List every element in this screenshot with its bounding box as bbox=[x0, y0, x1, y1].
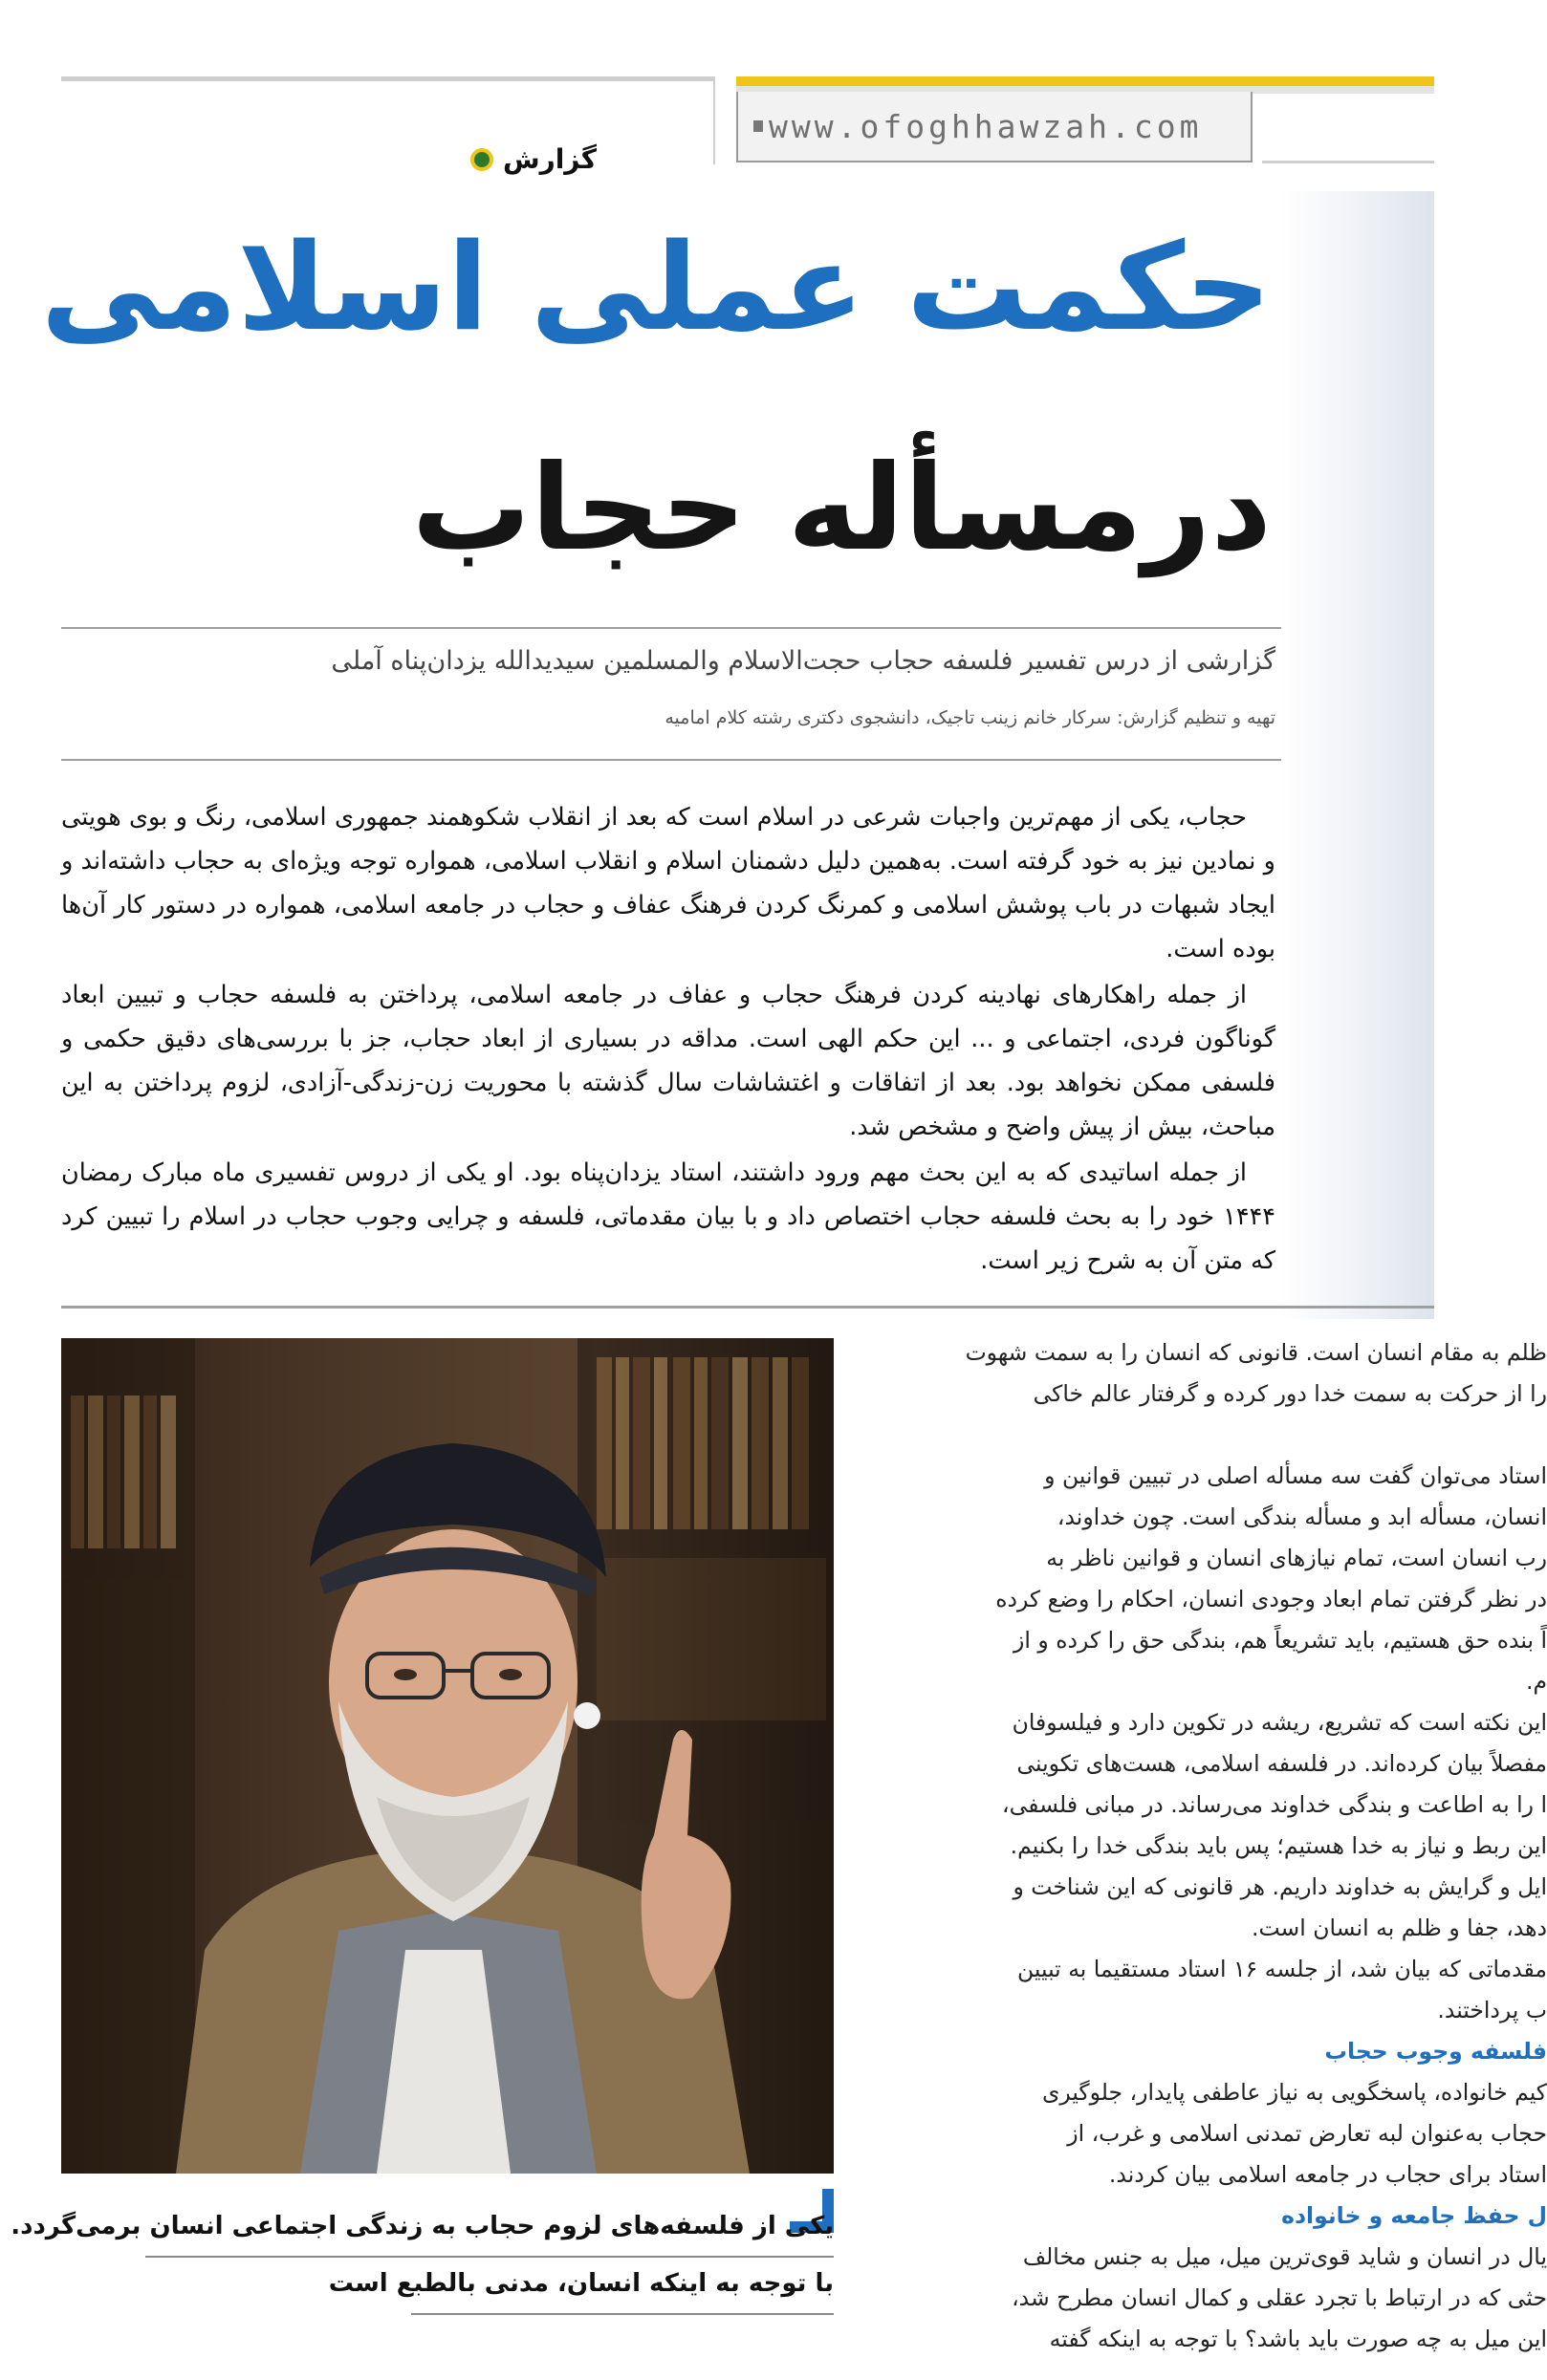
subtitle: گزارشی از درس تفسیر فلسفه حجاب حجت‌الاسلام والمسلمین سیدیدالله یزدان‌پناه آملی bbox=[331, 646, 1275, 676]
column-line: م. bbox=[1525, 1668, 1547, 1695]
column-line: دهد، جفا و ظلم به انسان است. bbox=[1252, 1915, 1547, 1941]
column-line: مفصلاً بیان کرده‌اند. در فلسفه اسلامی، هست‌های تکوینی bbox=[1016, 1750, 1547, 1777]
speaker-portrait-photo bbox=[61, 1338, 834, 2174]
url-bullet-icon bbox=[753, 120, 763, 132]
headline-line2: درمسأله حجاب bbox=[411, 440, 1272, 577]
subtitle-top-rule bbox=[61, 627, 1281, 629]
header-thin-rule bbox=[1262, 161, 1434, 163]
column-line bbox=[878, 1415, 1547, 1456]
column-line: ب پرداختند. bbox=[1437, 1997, 1547, 2023]
column-line: حثی که در ارتباط با تجرد عقلی و کمال انسان مطرح شد، bbox=[1012, 2284, 1547, 2311]
column-line: این میل به چه صورت باید باشد؟ با توجه به اینکه گفته bbox=[1049, 2326, 1547, 2352]
intro-text bbox=[61, 795, 1275, 1285]
column-line: یال در انسان و شاید قوی‌ترین میل، میل به جنس مخالف bbox=[1022, 2243, 1547, 2270]
section-label bbox=[470, 143, 597, 175]
report-credit: تهیه و تنظیم گزارش: سرکار خانم زینب تاجیک، دانشجوی دکتری رشته کلام امامیه bbox=[665, 707, 1275, 728]
photo-caption-line1: یکی از فلسفه‌های لزوم حجاب به زندگی اجتماعی انسان برمی‌گردد. bbox=[11, 2212, 834, 2240]
column-line: استاد می‌توان گفت سه مسأله اصلی در تبیین قوانین و bbox=[1044, 1462, 1547, 1489]
website-url: www.ofoghhawzah.com bbox=[769, 107, 1203, 145]
column-line: را از حرکت به سمت خدا دور کرده و گرفتار عالم خاکی bbox=[1033, 1380, 1547, 1407]
column-line: ظلم به مقام انسان است. قانونی که انسان را به سمت شهوت bbox=[965, 1339, 1547, 1366]
intro-bottom-rule bbox=[61, 1306, 1434, 1309]
column-line: مقدماتی که بیان شد، از جلسه ۱۶ استاد مستقیما به تبیین bbox=[1017, 1956, 1547, 1982]
header-left-rule bbox=[61, 76, 715, 81]
section-label-text: گزارش bbox=[502, 143, 597, 175]
column-line: استاد برای حجاب در جامعه اسلامی بیان کردند. bbox=[1108, 2161, 1547, 2188]
column-line: رب انسان است، تمام نیازهای انسان و قوانین ناظر به bbox=[1046, 1545, 1547, 1571]
column-line: انسان، مسأله ابد و مسأله بندگی است. چون خداوند، bbox=[1057, 1504, 1547, 1530]
header-accent-bar bbox=[736, 76, 1434, 86]
intro-paragraph: حجاب، یکی از مهم‌ترین واجبات شرعی در اسلام است که بعد از انقلاب شکوهمند جمهوری اسلامی، رنگ و بوی هویتی و نمادین نیز به خود گرفته است. به‌همین دلیل دشمنان اسلام و انقلاب اسلامی، همواره توجه ویژه‌ای به حجاب داشته‌اند و ایجاد شبهات در باب پوشش اسلامی و کمرنگ کردن فرهنگ عفاف و حجاب در جامعه اسلامی، همواره در دستور کار آن‌ها بوده است. bbox=[61, 803, 1275, 963]
column-line: حجاب به‌عنوان لبه تعارض تمدنی اسلامی و غرب، از bbox=[1067, 2120, 1547, 2147]
column-line: کیم خانواده، پاسخگویی به نیاز عاطفی پایدار، جلوگیری bbox=[1041, 2079, 1547, 2106]
background-photo-edge bbox=[1281, 191, 1434, 1319]
column-subheading: فلسفه وجوب حجاب bbox=[1324, 2038, 1547, 2065]
right-text-column bbox=[878, 1332, 1547, 2360]
column-line: این نکته است که تشریع، ریشه در تکوین دارد و فیلسوفان bbox=[1012, 1709, 1547, 1736]
headline-line1: حکمت عملی اسلامی bbox=[40, 217, 1272, 357]
caption-rule bbox=[411, 2313, 834, 2315]
caption-rule bbox=[145, 2256, 834, 2258]
column-line: این ربط و نیاز به خدا هستیم؛ پس باید بندگی خدا را بکنیم. bbox=[1010, 1832, 1547, 1859]
header-divider bbox=[713, 76, 715, 164]
column-line: در نظر گرفتن تمام ابعاد وجودی انسان، احکام را وضع کرده bbox=[995, 1586, 1547, 1612]
section-bullet-icon bbox=[470, 148, 493, 171]
intro-paragraph: از جمله راهکارهای نهادینه کردن فرهنگ حجاب و عفاف در جامعه اسلامی، پرداختن به فلسفه حجاب و تبیین ابعاد گوناگون فردی، اجتماعی و ... این حکم الهی است. مداقه در بسیاری از ابعاد حجاب، جز با بررسی‌های دقیق حکمی و فلسفی ممکن نخواهد بود. بعد از اتفاقات و اغتشاشات سال گذشته با محوریت زن-زندگی-آزادی، لزوم پرداختن به این مباحث، بیش از پیش واضح و مشخص شد. bbox=[61, 981, 1275, 1141]
column-line: اً بنده حق هستیم، باید تشریعاً هم، بندگی حق را کرده و از bbox=[1013, 1627, 1547, 1654]
website-url-box bbox=[736, 92, 1253, 162]
intro-paragraph: از جمله اساتیدی که به این بحث مهم ورود داشتند، استاد یزدان‌پناه بود. او یکی از دروس تفسیری ماه مبارک رمضان ۱۴۴۴ خود را به بحث فلسفه حجاب اختصاص داد و با بیان مقدماتی، فلسفه و چرایی وجوب حجاب در اسلام را تبیین کرد که متن آن به شرح زیر است. bbox=[61, 1158, 1275, 1275]
photo-caption-line2: با توجه به اینکه انسان، مدنی بالطبع است bbox=[328, 2269, 834, 2298]
column-subheading: ل حفظ جامعه و خانواده bbox=[1281, 2202, 1547, 2229]
column-line: ایل و گرایش به خداوند داریم. هر قانونی که این شناخت و bbox=[1013, 1873, 1547, 1900]
column-line: ا را به اطاعت و بندگی خداوند می‌رساند. در مبانی فلسفی، bbox=[1002, 1791, 1547, 1818]
subtitle-bottom-rule bbox=[61, 759, 1281, 761]
